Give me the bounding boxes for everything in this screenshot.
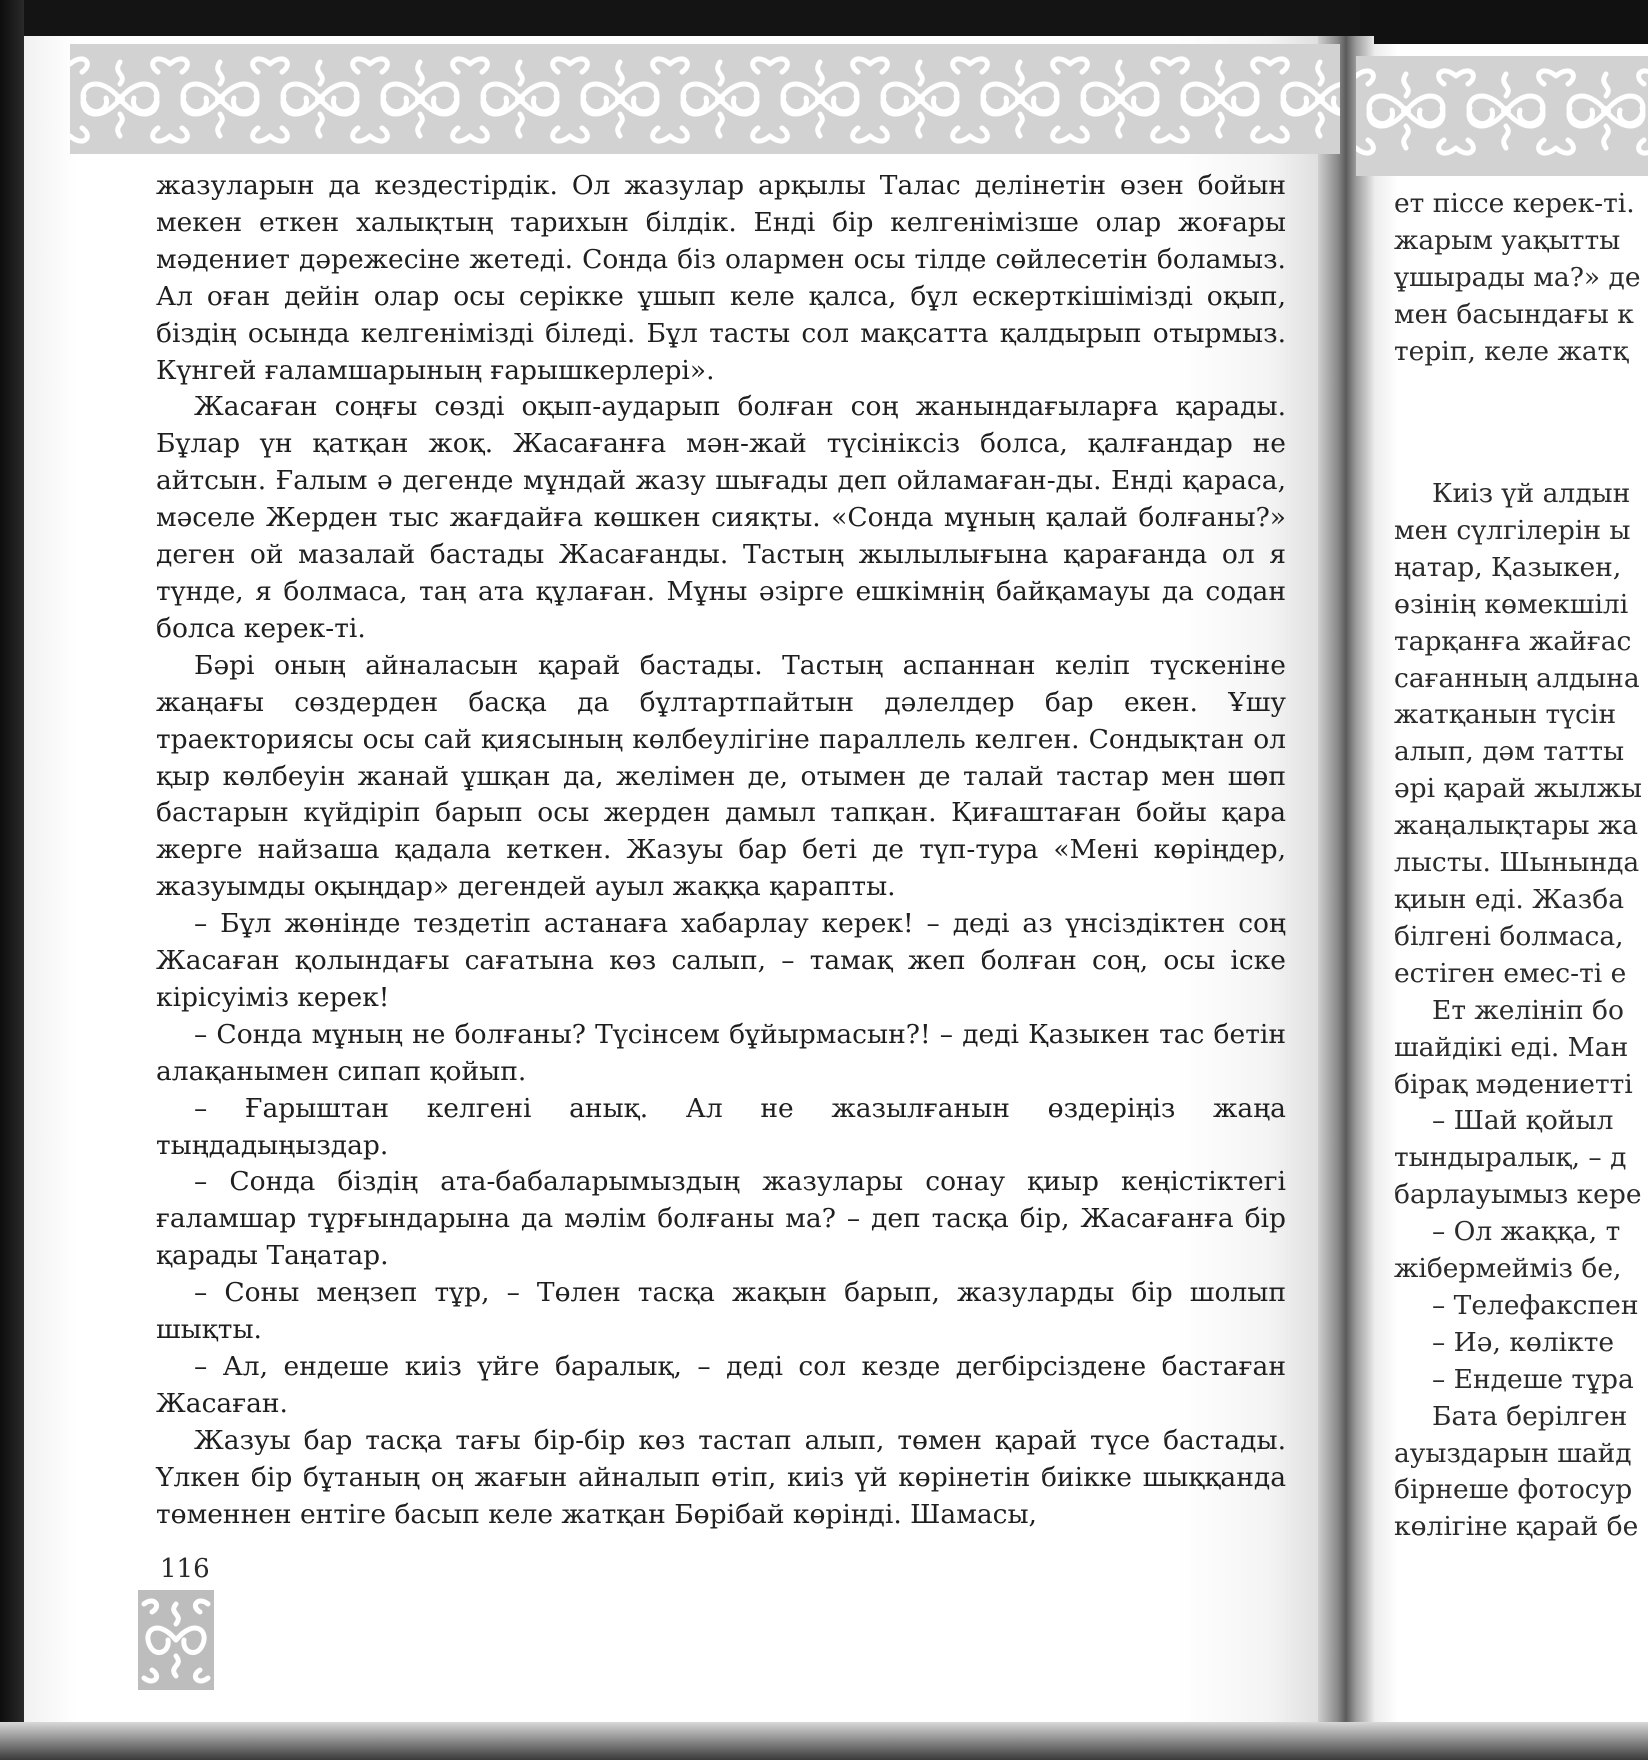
text-line: білгені болмаса, <box>1394 920 1624 952</box>
text-line: ет піссе керек-ті. <box>1394 188 1635 219</box>
text-line: Ет желініп бо <box>1432 994 1624 1026</box>
paragraph: – Сонда біздің ата-бабаларымыздың жазулары сонау қиыр кеңістіктегі ғаламшар тұрғындарына да мәлім болғаны ма? – деп тасқа бір, Жасағанға бір қарады Таңатар. <box>156 1166 1286 1272</box>
ornament-border-left-icon <box>70 44 1340 154</box>
text-line: тындыралық, – д <box>1394 1142 1627 1174</box>
text-line: лысты. Шынында <box>1394 847 1640 879</box>
paragraph: – Сонда мұның не болғаны? Түсінсем бұйырмасын?! – деді Қазыкен тас бетін алақанымен сипап қойып. <box>156 1018 1286 1087</box>
text-line: барлауымыз кере <box>1394 1179 1642 1211</box>
text-line: – Ол жаққа, т <box>1432 1216 1621 1248</box>
paragraph: – Соны меңзеп тұр, – Төлен тасқа жақын барып, жазуларды бір шолып шықты. <box>156 1277 1286 1346</box>
paragraph: жазуларын да кездестірдік. Ол жазулар арқылы Талас делінетін өзен бойын мекен еткен халықтың тарихын білдік. Енді бір келгенімізше олар жоғары мәдениет дәрежесіне жетеді. Сонда біз олармен осы тілде сөйлесетін боламыз. Ал оған дейін олар осы серікке ұшып келе қалса, бұл ескерткішімізді оқып, біздің осында келгенімізді біледі. Бұл тасты сол мақсатта қалдырып отырмыз. Күнгей ғаламшарының ғарышкерлері». <box>156 170 1286 386</box>
text-line: ңатар, Қазыкен, <box>1394 551 1622 583</box>
ornament-border-right-icon <box>1356 56 1648 176</box>
paragraph: Бәрі оның айналасын қарай бастады. Тастың аспаннан келіп түскеніне жаңағы сөздерден басқа да бұлтартпайтын дәлелдер бар екен. Ұшу траекториясы осы сай қиясының көлбеулігіне параллель келген. Сондықтан ол қыр көлбеуін жанай ұшқан да, желімен де, отымен де талай тастар мен шөп бастарын күйдіріп барып осы жерден дамыл тапқан. Қиғаштаған бойы қара жерге найзаша қадала кеткен. Жазуы бар беті де түп-тура «Мені көріңдер, жазуымды оқыңдар» дегендей ауыл жаққа қарапты. <box>156 649 1286 903</box>
paragraph: Жасаған соңғы сөзді оқып-аударып болған соң жанындағыларға қарады. Бұлар үн қатқан жоқ. Жасағанға мән-жай түсініксіз болса, қалғандар не айтсын. Ғалым ә дегенде мұндай жазу шығады деп ойламаған-ды. Енді қараса, мәселе Жерден тыс жағдайға көшкен сияқты. «Сонда мұның қалай болғаны?» деген ой мазалай бастады Жасағанды. Тастың жылылығына қарағанда ол я түнде, я болмаса, таң ата құлаған. Мұны әзірге ешкімнің байқамауы да содан болса керек-ті. <box>156 391 1286 644</box>
text-line: шайдікі еді. Ман <box>1394 1031 1629 1063</box>
text-line: ұшырады ма?» де <box>1394 261 1641 293</box>
text-line: алып, дәм татты <box>1394 736 1625 768</box>
scanner-background-bottom <box>0 1722 1648 1760</box>
text-line: Киіз үй алдын <box>1432 478 1631 509</box>
page-number: 116 <box>160 1554 210 1584</box>
paragraph: – Ғарыштан келгені анық. Ал не жазылғанын өздеріңіз жаңа тыңдадыңыздар. <box>156 1092 1286 1161</box>
left-page-text <box>156 168 1286 1534</box>
paragraph: – Бұл жөнінде тездетіп астанаға хабарлау керек! – деді аз үнсіздіктен соң Жасаған қолындағы сағатына көз салып, – тамақ жеп болған соң, осы іске кірісуіміз керек! <box>156 908 1286 1013</box>
text-line: естіген емес-ті е <box>1394 957 1627 989</box>
corner-ornament-icon <box>138 1590 214 1690</box>
text-line: жаңалықтары жа <box>1394 810 1639 842</box>
text-line: – Шай қойыл <box>1432 1105 1614 1137</box>
text-line: ауыздарын шайд <box>1394 1437 1632 1469</box>
text-line: тарқанға жайғас <box>1394 625 1632 657</box>
text-line: жарым уақытты <box>1394 224 1621 256</box>
text-line: әрі қарай жылжы <box>1394 773 1643 805</box>
text-line: мен сүлгілерін ы <box>1394 514 1631 546</box>
text-line: мен басындағы к <box>1394 298 1634 330</box>
scanner-background-right <box>1360 0 1648 50</box>
text-line: – Ендеше тұра <box>1432 1363 1634 1395</box>
text-line: көлігіне қарай бе <box>1394 1511 1639 1543</box>
text-line: өзінің көмекшілі <box>1394 588 1629 620</box>
text-line: сағанның алдына <box>1394 662 1640 694</box>
right-page-text-main <box>1394 476 1648 1556</box>
text-line: қиын еді. Жазба <box>1394 883 1624 915</box>
text-line: – Телефакспен <box>1432 1289 1639 1321</box>
text-line: Бата берілген <box>1432 1400 1628 1432</box>
text-line: жібермейміз бе, <box>1394 1253 1622 1285</box>
paragraph: – Ал, ендеше киіз үйге баралық, – деді сол кезде дегбірсіздене бастаған Жасаған. <box>156 1351 1286 1419</box>
text-line: бірақ мәдениетті <box>1394 1068 1633 1100</box>
text-line: – Иә, көлікте <box>1432 1326 1615 1358</box>
right-page-text-top <box>1394 186 1648 376</box>
text-line: теріп, келе жатқ <box>1394 335 1629 367</box>
text-line: жатқанын түсін <box>1394 699 1617 731</box>
text-line: бірнеше фотосур <box>1394 1474 1633 1506</box>
paragraph: Жазуы бар тасқа тағы бір-бір көз тастап алып, төмен қарай түсе бастады. Үлкен бір бұтаның оң жағын айналып өтіп, киіз үй көрінетін биікке шыққанда төменнен ентіге басып келе жатқан Бөрібай көрінді. Шамасы, <box>156 1424 1286 1530</box>
scanner-background-left <box>0 0 24 1760</box>
book-gutter <box>1318 36 1374 1726</box>
